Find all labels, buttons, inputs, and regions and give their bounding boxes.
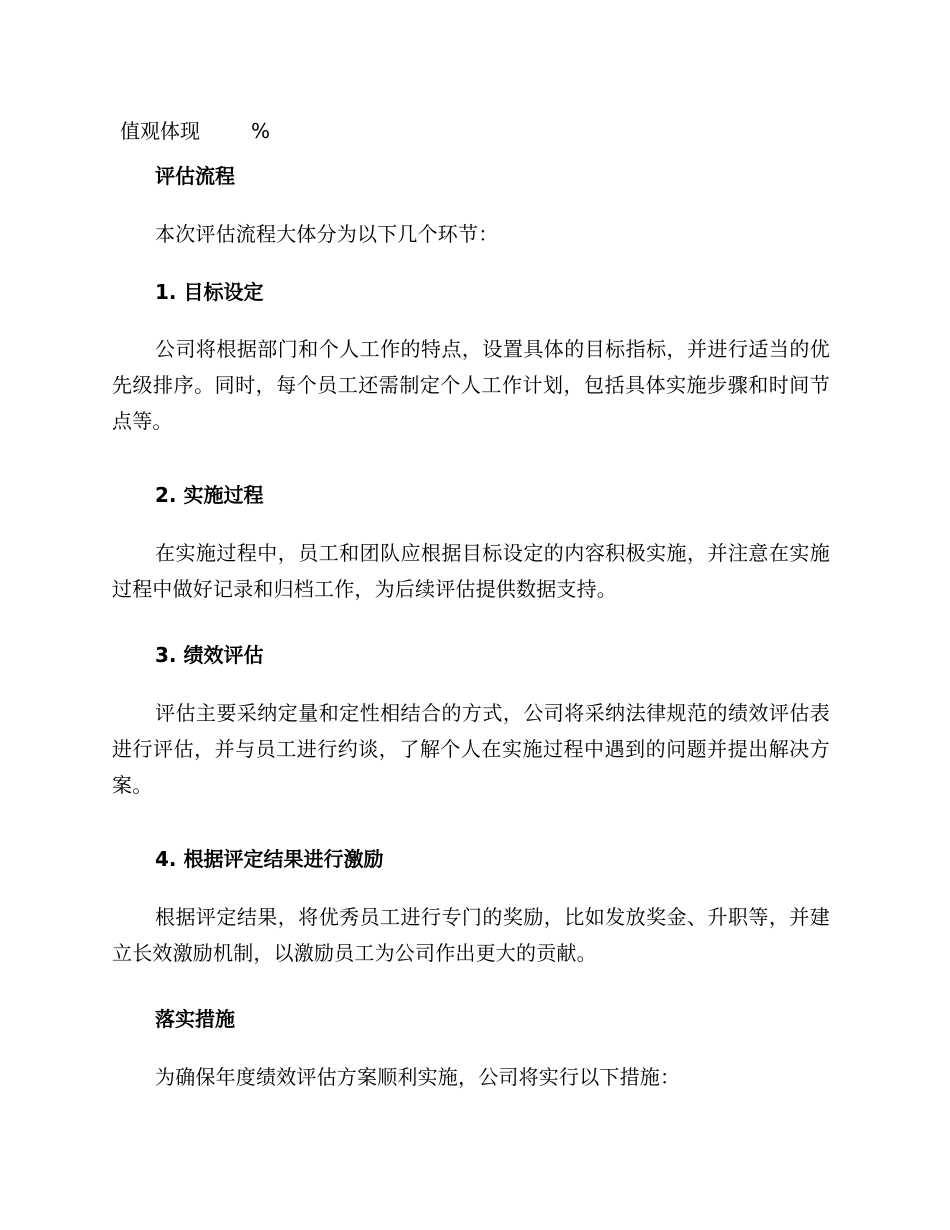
step1-heading: 1. 目标设定 (155, 280, 264, 304)
measures-heading: 落实措施 (155, 1007, 235, 1031)
table-fragment-row (120, 113, 270, 149)
step2-body: 在实施过程中，员工和团队应根据目标设定的内容积极实施，并注意在实施过程中做好记录和归档工作，为后续评估提供数据支持。 (112, 541, 830, 601)
step2-heading: 2. 实施过程 (155, 483, 264, 507)
step4-body: 根据评定结果，将优秀员工进行专门的奖励，比如发放奖金、升职等，并建立长效激励机制，以激励员工为公司作出更大的贡献。 (112, 905, 830, 965)
step3-heading: 3. 绩效评估 (155, 643, 264, 667)
step1-body: 公司将根据部门和个人工作的特点，设置具体的目标指标，并进行适当的优先级排序。同时，每个员工还需制定个人工作计划，包括具体实施步骤和时间节点等。 (112, 337, 830, 433)
fragment-percent: % (251, 119, 271, 143)
process-heading: 评估流程 (155, 164, 235, 188)
fragment-text: 值观体现 (120, 119, 200, 143)
step3-body: 评估主要采纳定量和定性相结合的方式，公司将采纳法律规范的绩效评估表进行评估，并与员工进行约谈，了解个人在实施过程中遇到的问题并提出解决方案。 (112, 701, 830, 797)
step4-heading: 4. 根据评定结果进行激励 (155, 847, 384, 871)
process-intro: 本次评估流程大体分为以下几个环节： (155, 222, 499, 246)
measures-intro: 为确保年度绩效评估方案顺利实施，公司将实行以下措施： (155, 1065, 681, 1089)
